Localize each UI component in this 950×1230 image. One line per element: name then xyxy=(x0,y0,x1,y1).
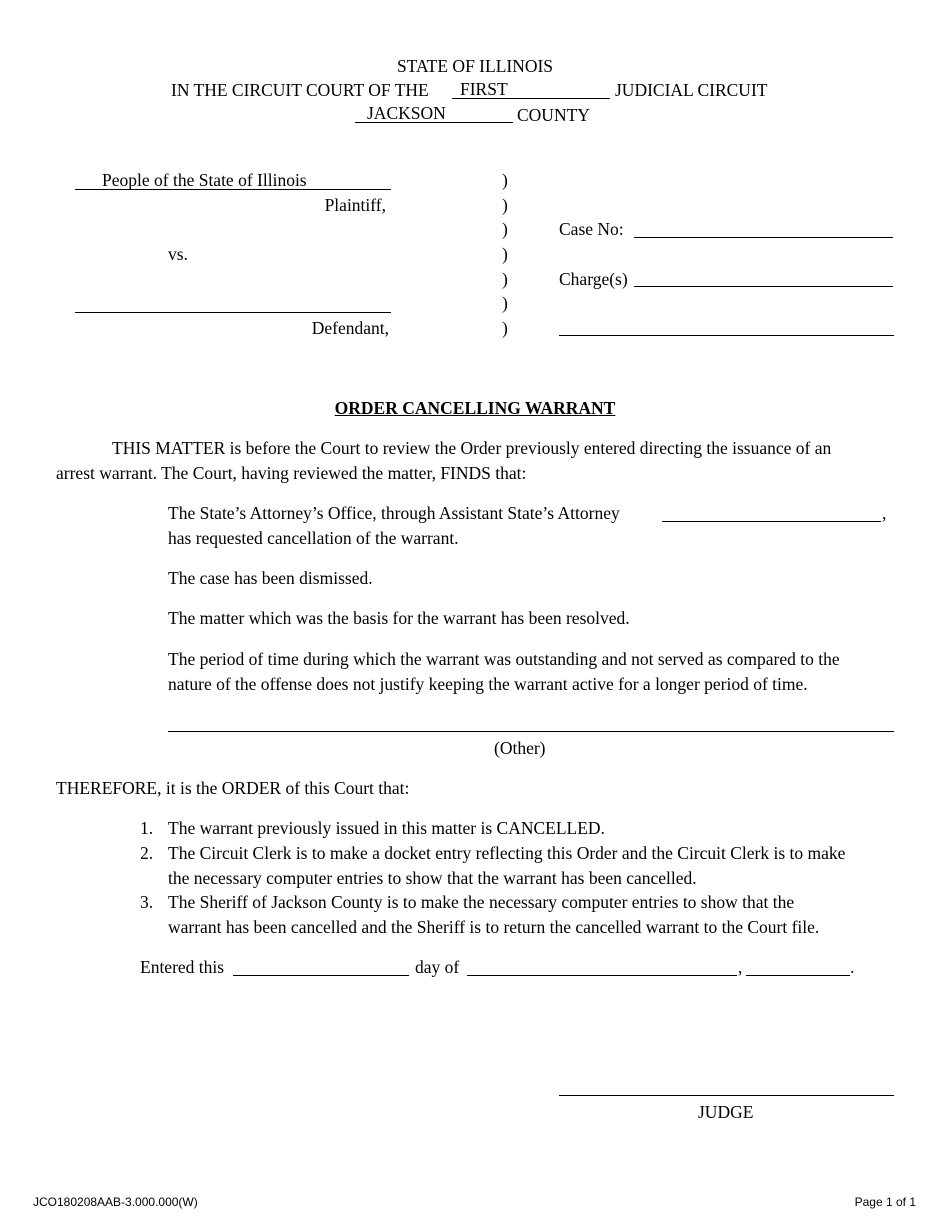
caption-paren: ) xyxy=(502,293,508,313)
charges-field[interactable] xyxy=(634,286,893,287)
plaintiff-label: Plaintiff, xyxy=(324,195,386,215)
order-item-2-line-2: the necessary computer entries to show that the warrant has been cancelled. xyxy=(168,868,697,888)
order-number: 3. xyxy=(140,892,154,912)
entered-period: . xyxy=(850,957,855,977)
entered-month-field[interactable] xyxy=(467,975,737,976)
asa-name-field[interactable] xyxy=(662,521,881,522)
other-field[interactable] xyxy=(168,731,894,732)
intro-line-1: THIS MATTER is before the Court to review the Order previously entered directing the issuance of an xyxy=(112,438,832,458)
order-item-3-line-1: The Sheriff of Jackson County is to make the necessary computer entries to show that the xyxy=(168,892,795,912)
finding-1-line-1: The State’s Attorney’s Office, through Assistant State’s Attorney xyxy=(168,503,620,523)
finding-2: The case has been dismissed. xyxy=(168,568,373,588)
caption-paren: ) xyxy=(502,219,508,239)
charges-label: Charge(s) xyxy=(559,269,628,289)
state-heading: STATE OF ILLINOIS xyxy=(396,56,554,76)
case-no-field[interactable] xyxy=(634,237,893,238)
therefore-line: THEREFORE, it is the ORDER of this Court that: xyxy=(56,778,410,798)
case-no-label: Case No: xyxy=(559,219,624,239)
finding-1-line-2: has requested cancellation of the warrant. xyxy=(168,528,459,548)
entered-comma: , xyxy=(738,957,743,977)
judge-signature-line[interactable] xyxy=(559,1095,894,1096)
county-value: JACKSON xyxy=(367,103,446,123)
vs-label: vs. xyxy=(168,244,188,264)
entered-prefix: Entered this xyxy=(140,957,225,977)
defendant-label: Defendant, xyxy=(311,318,389,338)
defendant-name-line xyxy=(75,312,391,313)
caption-paren: ) xyxy=(502,318,508,338)
circuit-suffix: JUDICIAL CIRCUIT xyxy=(615,80,768,100)
order-item-1: The warrant previously issued in this matter is CANCELLED. xyxy=(168,818,605,838)
entered-day-of: day of xyxy=(415,957,460,977)
caption-paren: ) xyxy=(502,170,508,190)
charges-field-line2[interactable] xyxy=(559,335,894,336)
finding-4-line-2: nature of the offense does not justify keeping the warrant active for a longer period of time. xyxy=(168,674,808,694)
other-label: (Other) xyxy=(494,738,546,758)
entered-year-field[interactable] xyxy=(746,975,850,976)
entered-day-field[interactable] xyxy=(233,975,409,976)
intro-line-2: arrest warrant. The Court, having reviewed the matter, FINDS that: xyxy=(56,463,527,483)
order-item-2-line-1: The Circuit Clerk is to make a docket entry reflecting this Order and the Circuit Clerk is to make xyxy=(168,843,846,863)
order-number: 1. xyxy=(140,818,154,838)
form-id: JCO180208AAB-3.000.000(W) xyxy=(33,1195,198,1209)
court-prefix: IN THE CIRCUIT COURT OF THE xyxy=(171,80,429,100)
page-number: Page 1 of 1 xyxy=(854,1195,916,1209)
finding-3: The matter which was the basis for the warrant has been resolved. xyxy=(168,608,630,628)
caption-paren: ) xyxy=(502,269,508,289)
order-number: 2. xyxy=(140,843,154,863)
plaintiff-name: People of the State of Illinois xyxy=(102,170,307,190)
circuit-value: FIRST xyxy=(460,79,508,99)
finding-4-line-1: The period of time during which the warrant was outstanding and not served as compared to the xyxy=(168,649,840,669)
caption-paren: ) xyxy=(502,244,508,264)
order-item-3-line-2: warrant has been cancelled and the Sheriff is to return the cancelled warrant to the Court file. xyxy=(168,917,820,937)
order-title: ORDER CANCELLING WARRANT xyxy=(334,398,616,418)
judge-label: JUDGE xyxy=(698,1102,754,1122)
finding-1-comma: , xyxy=(882,503,887,523)
county-suffix: COUNTY xyxy=(517,105,590,125)
caption-paren: ) xyxy=(502,195,508,215)
